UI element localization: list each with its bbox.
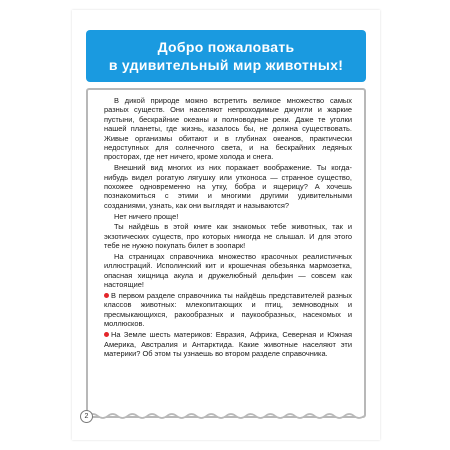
wavy-border-decoration	[88, 412, 364, 422]
paragraph-2: Внешний вид многих из них поражает воображение. Ты когда-нибудь видел рогатую лягушку или утконоса — странное существо, похожее одновременно на утку, бобра и ящерицу? А хочешь познакомиться с этими и многими другими удивительными созданиями, узнать, как они выглядят и называются?	[104, 163, 352, 210]
red-bullet-icon	[104, 293, 109, 298]
article-text	[104, 96, 352, 360]
bullet-item-1	[104, 291, 352, 329]
content-frame	[86, 88, 366, 418]
title-banner	[86, 30, 366, 82]
paragraph-4: Ты найдёшь в этой книге как знакомых тебе животных, так и экзотических существ, про которых никогда не слышал. И для этого тебе не нужно покупать билет в зоопарк!	[104, 222, 352, 251]
title-line-2: в удивительный мир животных!	[108, 57, 344, 73]
red-bullet-icon	[104, 332, 109, 337]
page-number: 2	[80, 410, 93, 423]
paragraph-5: На страницах справочника множество красочных реалистичных иллюстраций. Исполинский кит и крошечная обезьянка мармозетка, опасная хищница акула и дружелюбный дельфин — совсем как настоящие!	[104, 252, 352, 290]
bullet-text-2: На Земле шесть материков: Евразия, Африка, Северная и Южная Америка, Австралия и Антарктида. Какие животные населяют эти материки? Об этом ты узнаешь во втором разделе справочника.	[104, 330, 352, 358]
paragraph-3: Нет ничего проще!	[114, 211, 179, 221]
paragraph-1: В дикой природе можно встретить великое множество самых разных существ. Они населяют непроходимые джунгли и жаркие пустыни, бескрайние океаны и полноводные реки. Даже те уголки нашей планеты, где жизнь, казалось бы, не должна существовать. Живые организмы обитают и в глубинах океанов, практически недоступных для солнечного света, и на бескрайних ледяных просторах, где нет ничего, кроме холода и снега.	[104, 96, 352, 162]
bullet-item-2	[104, 330, 352, 358]
bullet-text-1: В первом разделе справочника ты найдёшь представителей разных классов животных: млекопитающих и птиц, земноводных и пресмыкающихся, ракообразных и паукообразных, насекомых и моллюсков.	[104, 291, 352, 329]
title-line-1: Добро пожаловать	[157, 39, 295, 55]
book-page	[72, 10, 380, 440]
